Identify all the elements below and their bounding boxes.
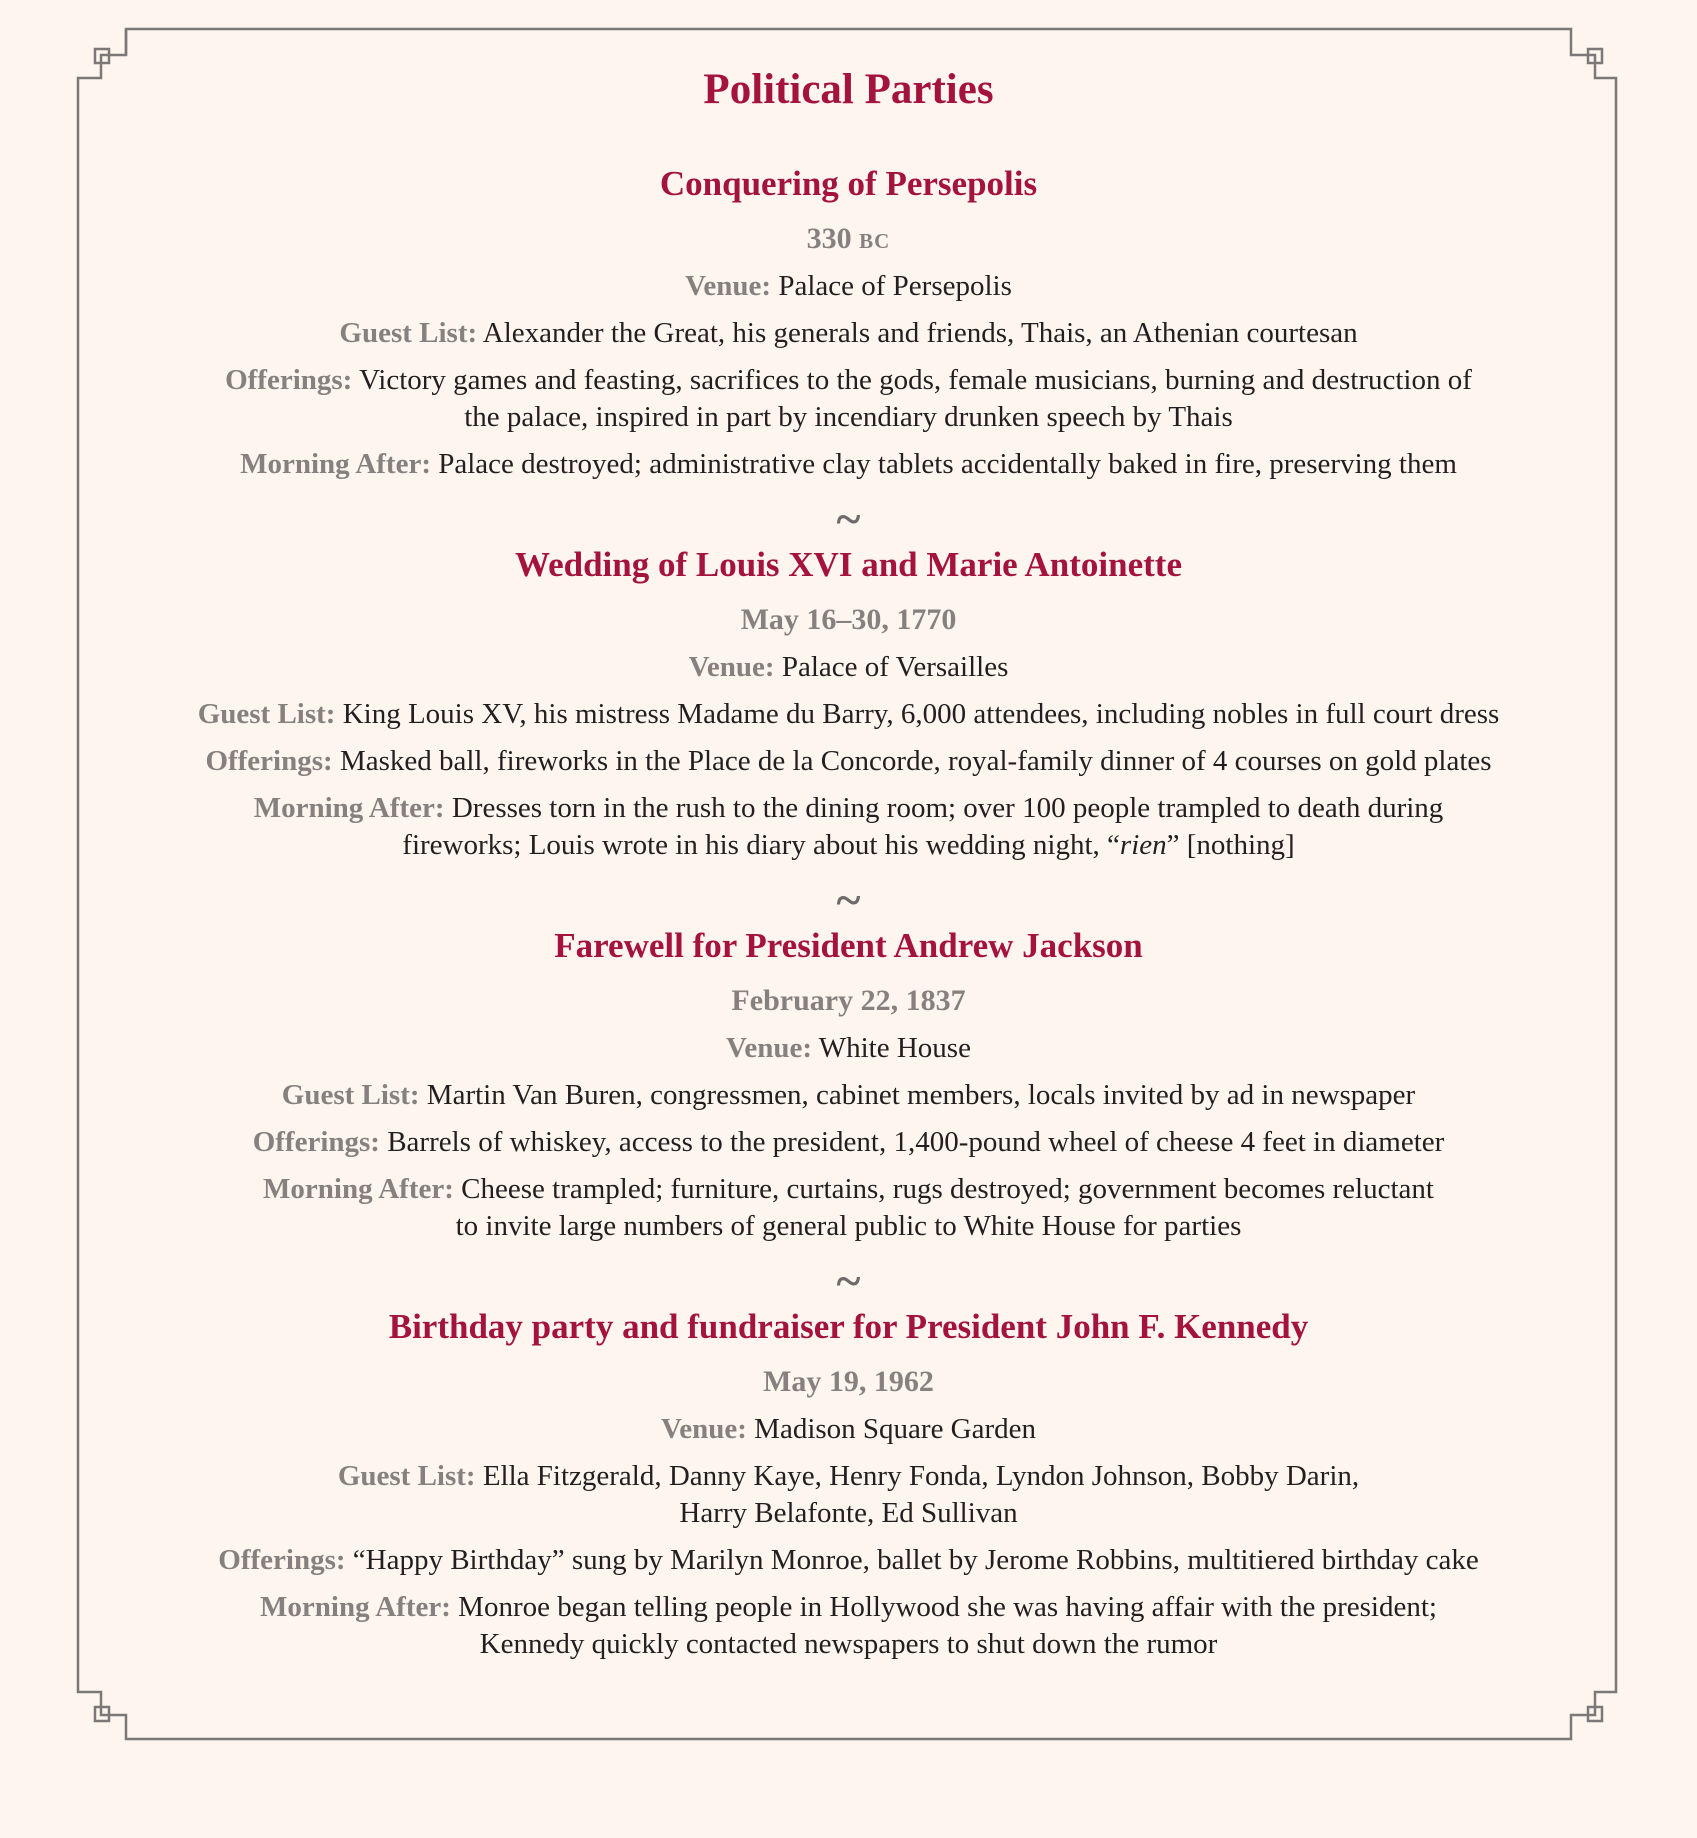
- morning-after-line: Monroe began telling people in Hollywood she was having affair with the president;: [458, 1591, 1437, 1623]
- venue-value: Madison Square Garden: [754, 1413, 1037, 1445]
- event-date: [125, 220, 1572, 258]
- offerings-label: Offerings:: [252, 1126, 380, 1158]
- offerings-label: Offerings:: [205, 745, 333, 777]
- guest-list-line: Alexander the Great, his generals and friends, Thais, an Athenian courtesan: [482, 317, 1358, 349]
- venue-value: White House: [818, 1032, 971, 1064]
- event-section: [125, 162, 1572, 483]
- offerings-line: Masked ball, fireworks in the Place de la Concorde, royal-family dinner of 4 courses on gold plates: [339, 745, 1492, 777]
- morning-after-tail: ” [nothing]: [1166, 829, 1295, 861]
- event-date-main: 330: [806, 222, 852, 255]
- offerings: [125, 743, 1572, 780]
- offerings-line: Victory games and feasting, sacrifices to the gods, female musicians, burning and destruction of: [359, 364, 1472, 396]
- venue-label: Venue:: [726, 1032, 812, 1064]
- venue-label: Venue:: [660, 1413, 747, 1445]
- event-date-main: February 22, 1837: [731, 984, 966, 1017]
- event-section: [125, 924, 1572, 1245]
- page-title: Political Parties: [703, 66, 994, 113]
- offerings-value: [353, 1544, 1479, 1576]
- guest-list-value: [343, 698, 1500, 730]
- venue-value: Palace of Versailles: [781, 651, 1009, 683]
- event-date-era: bc: [859, 222, 891, 255]
- offerings-value: [340, 745, 1492, 777]
- offerings-line: “Happy Birthday” sung by Marilyn Monroe, ballet by Jerome Robbins, multitiered birthday cake: [352, 1544, 1479, 1576]
- morning-after-line: Palace destroyed; administrative clay tablets accidentally baked in fire, preserving them: [438, 448, 1457, 480]
- guest-list: [125, 1077, 1572, 1114]
- article: [125, 62, 1572, 1663]
- guest-list-label: Guest List:: [197, 698, 336, 730]
- event-date: [125, 982, 1572, 1020]
- offerings: [125, 362, 1572, 436]
- offerings-value: [359, 364, 1472, 433]
- morning-after-value: [402, 792, 1443, 861]
- guest-list-line: King Louis XV, his mistress Madame du Barry, 6,000 attendees, including nobles in full court dress: [342, 698, 1500, 730]
- event-title: Conquering of Persepolis: [659, 164, 1038, 203]
- venue: [125, 1030, 1572, 1067]
- event-date: [125, 601, 1572, 639]
- guest-list-value: [483, 317, 1358, 349]
- event-date: [125, 1363, 1572, 1401]
- morning-after-label: Morning After:: [240, 448, 431, 480]
- morning-after-line: fireworks; Louis wrote in his diary about his wedding night, “: [402, 829, 1120, 861]
- morning-after-value: [456, 1173, 1434, 1242]
- offerings-value: [387, 1126, 1444, 1158]
- venue: [125, 1411, 1572, 1448]
- events-list: [125, 162, 1572, 1663]
- section-separator: ~: [836, 874, 861, 925]
- morning-after-italic: rien: [1119, 829, 1167, 861]
- section-separator: ~: [836, 493, 861, 544]
- morning-after-line: Cheese trampled; furniture, curtains, rugs destroyed; government becomes reluctant: [461, 1173, 1434, 1205]
- guest-list-line: Ella Fitzgerald, Danny Kaye, Henry Fonda, Lyndon Johnson, Bobby Darin,: [482, 1460, 1360, 1492]
- guest-list-label: Guest List:: [339, 317, 478, 349]
- guest-list-label: Guest List:: [337, 1460, 476, 1492]
- morning-after-label: Morning After:: [260, 1591, 451, 1623]
- guest-list-line: Harry Belafonte, Ed Sullivan: [679, 1497, 1018, 1529]
- morning-after-line: to invite large numbers of general public to White House for parties: [455, 1210, 1242, 1242]
- guest-list: [125, 696, 1572, 733]
- guest-list: [125, 315, 1572, 352]
- guest-list-value: [483, 1460, 1359, 1529]
- morning-after: [125, 446, 1572, 483]
- event-title: Farewell for President Andrew Jackson: [554, 926, 1143, 965]
- venue-value: Palace of Persepolis: [778, 270, 1012, 302]
- event-date-main: May 16–30, 1770: [740, 603, 957, 636]
- morning-after-line: Kennedy quickly contacted newspapers to shut down the rumor: [479, 1628, 1218, 1660]
- venue: [125, 649, 1572, 686]
- event-date-main: May 19, 1962: [763, 1365, 934, 1398]
- morning-after: [125, 790, 1572, 864]
- event-section: [125, 543, 1572, 864]
- morning-after: [125, 1171, 1572, 1245]
- event-title: Birthday party and fundraiser for President John F. Kennedy: [388, 1307, 1309, 1346]
- venue: [125, 268, 1572, 305]
- guest-list-label: Guest List:: [281, 1079, 420, 1111]
- guest-list-value: [427, 1079, 1415, 1111]
- offerings-label: Offerings:: [225, 364, 353, 396]
- event-title: Wedding of Louis XVI and Marie Antoinette: [515, 545, 1182, 584]
- morning-after: [125, 1589, 1572, 1663]
- offerings: [125, 1124, 1572, 1161]
- morning-after-value: [438, 448, 1457, 480]
- offerings: [125, 1542, 1572, 1579]
- offerings-label: Offerings:: [218, 1544, 346, 1576]
- event-section: [125, 1305, 1572, 1663]
- morning-after-label: Morning After:: [263, 1173, 454, 1205]
- venue-label: Venue:: [688, 651, 775, 683]
- section-separator: ~: [836, 1255, 861, 1306]
- morning-after-label: Morning After:: [253, 792, 445, 824]
- morning-after-line: Dresses torn in the rush to the dining room; over 100 people trampled to death during: [451, 792, 1444, 824]
- guest-list-line: Martin Van Buren, congressmen, cabinet members, locals invited by ad in newspaper: [426, 1079, 1416, 1111]
- venue-label: Venue:: [685, 270, 772, 302]
- offerings-line: Barrels of whiskey, access to the president, 1,400-pound wheel of cheese 4 feet in diameter: [387, 1126, 1445, 1158]
- offerings-line: the palace, inspired in part by incendiary drunken speech by Thais: [464, 401, 1233, 433]
- guest-list: [125, 1458, 1572, 1532]
- morning-after-value: [458, 1591, 1437, 1660]
